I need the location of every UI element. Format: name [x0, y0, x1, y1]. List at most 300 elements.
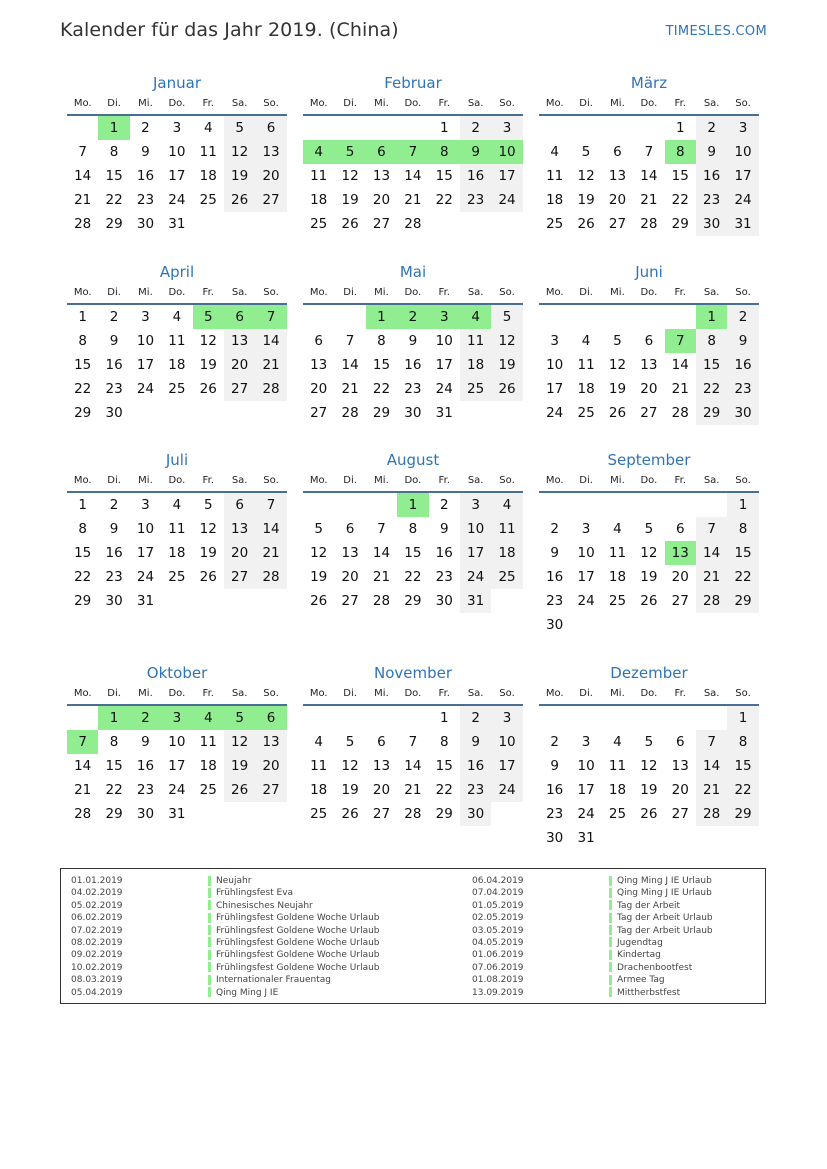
day-cell: 13	[372, 758, 391, 774]
weekday-header	[67, 471, 287, 493]
empty-cell	[255, 401, 286, 425]
day-cell: 13	[341, 545, 359, 561]
day-cell: 26	[577, 216, 595, 232]
weekday-label: Fr.	[202, 475, 214, 486]
holiday-marker	[208, 950, 211, 960]
week-row	[539, 353, 759, 377]
empty-cell	[397, 706, 428, 730]
day-cell: 18	[199, 168, 217, 184]
holiday-entry	[71, 887, 380, 899]
day-cell: 7	[408, 734, 418, 750]
day-cell: 7	[644, 144, 654, 160]
day-cell: 22	[74, 381, 92, 397]
day-cell: 7	[696, 517, 727, 541]
day-cell: 9	[141, 144, 150, 160]
empty-cell	[255, 212, 286, 236]
day-cell: 19	[224, 164, 255, 188]
weekday-header	[303, 684, 523, 706]
day-cell: 14	[640, 168, 658, 184]
weekday-header	[539, 94, 759, 116]
day-cell: 10	[577, 545, 595, 561]
empty-cell	[193, 401, 224, 425]
weekday-label: Mo.	[73, 98, 92, 109]
weekday-header	[539, 283, 759, 305]
weekday-label: Di.	[579, 98, 593, 109]
weekday-label: Mi.	[138, 98, 153, 109]
month-name: Juli	[165, 451, 189, 469]
day-cell: 21	[404, 192, 422, 208]
day-cell: 1	[78, 497, 87, 513]
day-cell: 1	[727, 706, 758, 730]
month-9	[539, 449, 759, 637]
day-cell: 28	[696, 802, 727, 826]
holiday-name: Frühlingsfest Goldene Woche Urlaub	[216, 925, 380, 936]
holiday-entry	[71, 875, 380, 887]
weekday-label: Sa.	[467, 688, 484, 699]
day-cell: 7	[67, 730, 98, 754]
weekday-label: Do.	[640, 475, 658, 486]
day-cell: 25	[310, 216, 328, 232]
weekday-label: Fr.	[202, 287, 214, 298]
day-cell: 26	[341, 806, 359, 822]
day-cell: 2	[460, 116, 491, 140]
day-cell: 2	[696, 116, 727, 140]
day-cell: 9	[408, 333, 418, 349]
day-cell: 15	[727, 754, 758, 778]
day-cell: 23	[460, 188, 491, 212]
day-cell: 19	[341, 782, 359, 798]
month-name: Januar	[153, 74, 201, 92]
day-cell: 23	[460, 778, 491, 802]
empty-cell	[602, 305, 633, 329]
day-cell: 28	[255, 565, 286, 589]
day-cell: 2	[460, 706, 491, 730]
day-cell: 28	[404, 216, 422, 232]
site-link[interactable]: TIMESLES.COM	[665, 24, 767, 39]
weekday-header	[303, 471, 523, 493]
day-cell: 1	[696, 305, 727, 329]
day-cell: 17	[435, 357, 453, 373]
holiday-entry	[71, 925, 380, 937]
day-cell: 4	[203, 120, 213, 136]
day-cell: 9	[439, 521, 449, 537]
week-row	[67, 730, 287, 754]
holiday-date: 02.05.2019	[472, 913, 524, 924]
month-name: Oktober	[146, 664, 208, 682]
day-cell: 17	[460, 541, 491, 565]
day-cell: 7	[255, 493, 286, 517]
day-cell: 25	[608, 593, 627, 609]
day-cell: 19	[491, 353, 522, 377]
day-cell: 27	[341, 593, 359, 609]
day-cell: 5	[224, 706, 255, 730]
month-1	[67, 72, 287, 236]
week-row	[303, 377, 523, 401]
day-cell: 21	[74, 192, 92, 208]
day-cell: 9	[550, 758, 559, 774]
week-row	[67, 377, 287, 401]
day-cell: 16	[105, 357, 123, 373]
day-cell: 31	[727, 212, 758, 236]
weekday-label: Mo.	[545, 475, 564, 486]
month-7	[67, 449, 287, 613]
week-row	[539, 517, 759, 541]
holiday-entry	[71, 912, 380, 924]
weekday-label: Do.	[168, 287, 186, 298]
day-cell: 27	[255, 778, 286, 802]
weekday-label: Mo.	[309, 98, 328, 109]
empty-cell	[539, 305, 570, 329]
day-cell: 18	[310, 192, 328, 208]
week-row	[539, 212, 759, 236]
day-cell: 18	[577, 381, 595, 397]
day-cell: 17	[491, 164, 522, 188]
day-cell: 21	[671, 381, 689, 397]
weekday-label: Sa.	[703, 475, 720, 486]
day-cell: 13	[665, 541, 696, 565]
day-cell: 4	[491, 493, 522, 517]
holiday-list	[60, 868, 766, 1004]
week-row	[303, 401, 523, 425]
holiday-list-column-left	[71, 875, 380, 999]
holiday-entry	[472, 937, 713, 949]
empty-cell	[633, 493, 664, 517]
day-cell: 15	[435, 758, 453, 774]
holiday-marker	[208, 937, 211, 947]
holiday-marker	[208, 900, 211, 910]
empty-cell	[161, 589, 192, 613]
day-cell: 26	[224, 188, 255, 212]
week-row	[67, 589, 287, 613]
empty-cell	[633, 305, 664, 329]
day-cell: 10	[435, 333, 453, 349]
day-cell: 27	[310, 405, 328, 421]
day-cell: 14	[255, 517, 286, 541]
day-cell: 18	[546, 192, 564, 208]
day-cell: 4	[314, 734, 323, 750]
holiday-date: 01.08.2019	[472, 975, 524, 986]
day-cell: 13	[372, 168, 391, 184]
month-name: September	[607, 451, 691, 469]
empty-cell	[255, 589, 286, 613]
day-cell: 6	[613, 144, 622, 160]
week-row	[303, 589, 523, 613]
week-row	[303, 730, 523, 754]
day-cell: 2	[550, 521, 559, 537]
day-cell: 14	[696, 754, 727, 778]
day-cell: 8	[696, 329, 727, 353]
day-cell: 31	[435, 405, 453, 421]
empty-cell	[224, 589, 255, 613]
holiday-marker	[208, 975, 211, 985]
day-cell: 29	[696, 401, 727, 425]
empty-cell	[665, 613, 696, 637]
holiday-name: Frühlingsfest Goldene Woche Urlaub	[216, 913, 380, 924]
week-row	[539, 589, 759, 613]
day-cell: 29	[105, 216, 123, 232]
day-cell: 20	[310, 381, 328, 397]
empty-cell	[334, 706, 365, 730]
day-cell: 24	[136, 381, 155, 397]
holiday-marker	[609, 888, 612, 898]
day-cell: 26	[640, 593, 658, 609]
weekday-label: Fr.	[438, 98, 450, 109]
holiday-marker	[609, 876, 612, 886]
week-row	[539, 754, 759, 778]
day-cell: 17	[136, 357, 155, 373]
day-cell: 16	[696, 164, 727, 188]
day-cell: 3	[491, 116, 522, 140]
empty-cell	[633, 826, 664, 850]
day-cell: 31	[136, 593, 155, 609]
week-row	[303, 517, 523, 541]
day-cell: 3	[581, 734, 591, 750]
day-cell: 19	[199, 357, 217, 373]
weekday-label: Fr.	[438, 287, 450, 298]
holiday-marker	[208, 987, 211, 997]
day-cell: 2	[109, 497, 119, 513]
week-row	[539, 401, 759, 425]
day-cell: 27	[608, 216, 627, 232]
day-cell: 24	[168, 192, 186, 208]
day-cell: 28	[341, 405, 359, 421]
day-cell: 19	[310, 569, 328, 585]
day-cell: 20	[224, 541, 255, 565]
holiday-name: Tag der Arbeit Urlaub	[617, 925, 713, 936]
day-cell: 23	[404, 381, 422, 397]
day-cell: 1	[439, 710, 449, 726]
day-cell: 31	[577, 830, 595, 846]
day-cell: 24	[577, 806, 595, 822]
weekday-label: So.	[735, 98, 751, 109]
day-cell: 30	[696, 212, 727, 236]
day-cell: 22	[727, 565, 758, 589]
day-cell: 5	[193, 305, 224, 329]
week-row	[539, 493, 759, 517]
weekday-label: Di.	[107, 475, 121, 486]
weekday-label: Fr.	[438, 475, 450, 486]
empty-cell	[224, 401, 255, 425]
month-3	[539, 72, 759, 236]
weekday-label: Do.	[404, 688, 422, 699]
day-cell: 21	[74, 782, 92, 798]
holiday-date: 06.02.2019	[71, 913, 123, 924]
day-cell: 25	[608, 806, 627, 822]
day-cell: 21	[696, 565, 727, 589]
week-row	[303, 353, 523, 377]
day-cell: 30	[105, 405, 123, 421]
day-cell: 15	[105, 168, 123, 184]
day-cell: 6	[644, 333, 654, 349]
day-cell: 10	[491, 730, 522, 754]
day-cell: 2	[109, 309, 119, 325]
day-cell: 29	[74, 405, 92, 421]
weekday-label: Do.	[640, 688, 658, 699]
day-cell: 10	[168, 734, 186, 750]
weekday-label: Di.	[343, 98, 357, 109]
holiday-marker	[609, 925, 612, 935]
holiday-name: Armee Tag	[617, 975, 665, 986]
day-cell: 23	[136, 192, 155, 208]
weekday-label: Sa.	[231, 287, 248, 298]
holiday-entry	[71, 974, 380, 986]
holiday-name: Tag der Arbeit	[617, 900, 681, 911]
day-cell: 10	[460, 517, 491, 541]
holiday-entry	[71, 900, 380, 912]
weekday-label: Mo.	[73, 688, 92, 699]
week-row	[67, 164, 287, 188]
day-cell: 25	[460, 377, 491, 401]
holiday-date: 03.05.2019	[472, 925, 524, 936]
week-row	[539, 541, 759, 565]
week-row	[303, 305, 523, 329]
day-cell: 11	[310, 758, 328, 774]
weekday-label: Sa.	[467, 98, 484, 109]
week-row	[539, 802, 759, 826]
day-cell: 29	[105, 806, 123, 822]
week-row	[303, 116, 523, 140]
weekday-label: Di.	[107, 287, 121, 298]
empty-cell	[303, 305, 334, 329]
day-cell: 9	[696, 140, 727, 164]
empty-cell	[491, 802, 522, 826]
day-cell: 2	[550, 734, 559, 750]
holiday-entry	[472, 974, 713, 986]
weekday-label: Mi.	[374, 688, 389, 699]
day-cell: 23	[546, 806, 564, 822]
holiday-marker	[609, 900, 612, 910]
day-cell: 4	[172, 309, 182, 325]
weekday-label: So.	[499, 688, 515, 699]
weekday-label: Mo.	[545, 688, 564, 699]
week-row	[67, 305, 287, 329]
empty-cell	[366, 116, 397, 140]
empty-cell	[665, 493, 696, 517]
weekday-label: Mo.	[73, 287, 92, 298]
weekday-label: Fr.	[202, 98, 214, 109]
day-cell: 7	[78, 144, 87, 160]
month-name: Februar	[384, 74, 442, 92]
day-cell: 30	[460, 802, 491, 826]
weekday-label: So.	[735, 475, 751, 486]
day-cell: 24	[577, 593, 595, 609]
empty-cell	[570, 613, 601, 637]
day-cell: 2	[727, 305, 758, 329]
holiday-date: 04.02.2019	[71, 888, 123, 899]
day-cell: 14	[74, 758, 92, 774]
day-cell: 24	[727, 188, 758, 212]
day-cell: 17	[577, 782, 595, 798]
week-row	[539, 826, 759, 850]
day-cell: 15	[671, 168, 689, 184]
empty-cell	[602, 706, 633, 730]
day-cell: 25	[310, 806, 328, 822]
empty-cell	[303, 493, 334, 517]
day-cell: 25	[168, 569, 186, 585]
day-cell: 28	[74, 216, 92, 232]
empty-cell	[255, 802, 286, 826]
day-cell: 5	[613, 333, 622, 349]
month-name: März	[630, 74, 668, 92]
day-cell: 25	[199, 782, 217, 798]
week-row	[67, 188, 287, 212]
empty-cell	[727, 826, 758, 850]
weekday-label: So.	[263, 688, 279, 699]
day-cell: 26	[199, 381, 217, 397]
week-row	[67, 353, 287, 377]
weekday-header	[67, 283, 287, 305]
day-cell: 11	[199, 144, 217, 160]
day-cell: 28	[640, 216, 658, 232]
holiday-name: Frühlingsfest Eva	[216, 888, 294, 899]
day-cell: 5	[491, 305, 522, 329]
weekday-label: Mi.	[374, 475, 389, 486]
week-row	[303, 140, 523, 164]
day-cell: 28	[696, 589, 727, 613]
week-row	[67, 541, 287, 565]
day-cell: 25	[491, 565, 522, 589]
day-cell: 29	[372, 405, 391, 421]
holiday-name: Qing Ming J IE	[216, 987, 279, 998]
day-cell: 5	[334, 140, 365, 164]
day-cell: 16	[404, 357, 422, 373]
empty-cell	[130, 401, 161, 425]
day-cell: 20	[640, 381, 658, 397]
day-cell: 1	[675, 120, 685, 136]
page-title: Kalender für das Jahr 2019. (China)	[60, 19, 399, 41]
week-row	[67, 778, 287, 802]
day-cell: 3	[727, 116, 758, 140]
day-cell: 27	[671, 806, 689, 822]
day-cell: 26	[341, 216, 359, 232]
weekday-header	[303, 283, 523, 305]
day-cell: 20	[372, 782, 391, 798]
day-cell: 8	[665, 140, 696, 164]
day-cell: 19	[224, 754, 255, 778]
week-row	[303, 706, 523, 730]
day-cell: 10	[136, 333, 155, 349]
holiday-date: 08.02.2019	[71, 937, 123, 948]
day-cell: 1	[98, 706, 129, 730]
day-cell: 20	[671, 569, 689, 585]
holiday-date: 07.04.2019	[472, 888, 524, 899]
day-cell: 5	[345, 734, 355, 750]
day-cell: 12	[491, 329, 522, 353]
empty-cell	[491, 589, 522, 613]
empty-cell	[224, 212, 255, 236]
empty-cell	[67, 116, 98, 140]
holiday-marker	[208, 925, 211, 935]
day-cell: 15	[696, 353, 727, 377]
month-10	[67, 662, 287, 826]
holiday-marker	[208, 876, 211, 886]
day-cell: 27	[372, 806, 391, 822]
week-row	[303, 565, 523, 589]
day-cell: 2	[141, 120, 150, 136]
holiday-entry	[472, 949, 713, 961]
day-cell: 8	[727, 730, 758, 754]
day-cell: 12	[310, 545, 328, 561]
holiday-marker	[208, 913, 211, 923]
day-cell: 2	[439, 497, 449, 513]
day-cell: 19	[577, 192, 595, 208]
day-cell: 5	[224, 116, 255, 140]
day-cell: 26	[224, 778, 255, 802]
empty-cell	[570, 706, 601, 730]
day-cell: 21	[696, 778, 727, 802]
week-row	[303, 212, 523, 236]
holiday-entry	[472, 900, 713, 912]
